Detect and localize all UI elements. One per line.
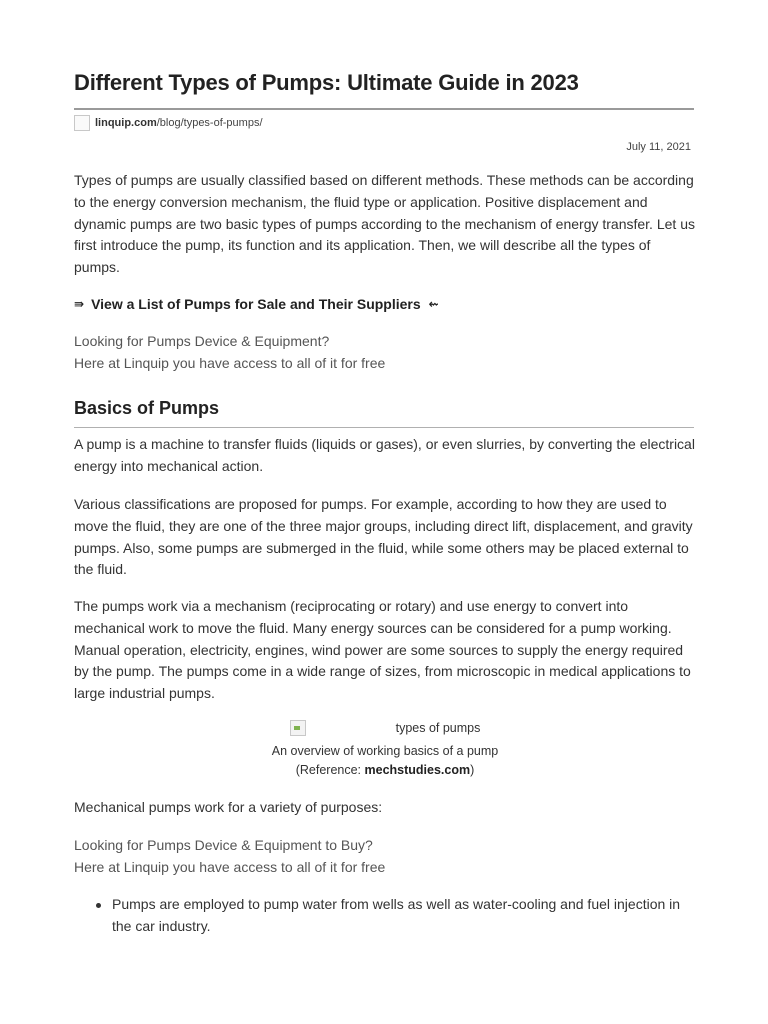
source-path[interactable]: /blog/types-of-pumps/ [156,117,263,129]
promo-block-1[interactable] [74,331,696,375]
promo-1-line-2[interactable]: Here at Linquip you have access to all of it for free [74,354,386,371]
promo-2-line-1[interactable]: Looking for Pumps Device & Equipment to Buy? [74,837,373,853]
source-url[interactable] [74,115,263,131]
pumps-for-sale-link[interactable] [74,296,439,312]
section-divider [74,427,694,428]
pumps-for-sale-link-text[interactable]: View a List of Pumps for Sale and Their Suppliers [91,296,421,312]
pump-figure [74,720,696,780]
basics-paragraph-2: Various classifications are proposed for pumps. For example, according to how they are used to move the fluid, they are one of the three major groups, including direct lift, displacement, and gravity pumps. Also, some pumps are submerged in the fluid, while some others may be placed external to the fluid. [74,496,693,578]
promo-2-line-2[interactable]: Here at Linquip you have access to all of it for free [74,858,386,875]
figure-image-placeholder [290,720,481,736]
section-heading-basics: Basics of Pumps [74,398,220,418]
publish-date: July 11, 2021 [626,141,691,153]
figure-reference [74,761,696,780]
favicon-icon [74,115,90,131]
arrow-right-icon: ⇛ [74,297,85,311]
figure-ref-prefix: (Reference: [295,763,365,777]
purposes-list [74,894,696,938]
article-title: Different Types of Pumps: Ultimate Guide in 2023 [74,70,579,95]
figure-ref-suffix: ) [470,763,475,777]
basics-paragraph-4: Mechanical pumps work for a variety of purposes: [74,799,383,815]
basics-paragraph-3: The pumps work via a mechanism (reciprocating or rotary) and use energy to convert into mechanical work to move the fluid. Many energy sources can be considered for a pump working. Manual operation, electricity, engines, wind power are some sources to supply the energy required by the pump. The pumps come in a wide range of sizes, from microscopic in medical applications to large industrial pumps. [74,598,691,701]
broken-image-icon [290,720,306,736]
figure-alt-text: types of pumps [395,721,481,735]
arrow-left-icon: ⇜ [428,297,439,311]
source-domain[interactable]: linquip.com [95,117,157,129]
figure-caption: An overview of working basics of a pump [271,744,499,758]
promo-block-2[interactable] [74,835,696,879]
basics-paragraph-1: A pump is a machine to transfer fluids (liquids or gases), or even slurries, by converting the electrical energy into mechanical action. [74,436,695,474]
title-divider [74,108,694,110]
mechstudies-link[interactable]: mechstudies.com [364,763,471,777]
intro-paragraph: Types of pumps are usually classified based on different methods. These methods can be according to the energy conversion mechanism, the fluid type or application. Positive displacement and dynamic pumps are two basic types of pumps according to the mechanism of energy transfer. Let us first introduce the pump, its function and its application. Then, we will describe all the types of pumps. [74,172,695,275]
promo-1-line-1[interactable]: Looking for Pumps Device & Equipment? [74,333,330,349]
list-item: Pumps are employed to pump water from wells as well as water-cooling and fuel injection in the car industry. [74,894,696,938]
